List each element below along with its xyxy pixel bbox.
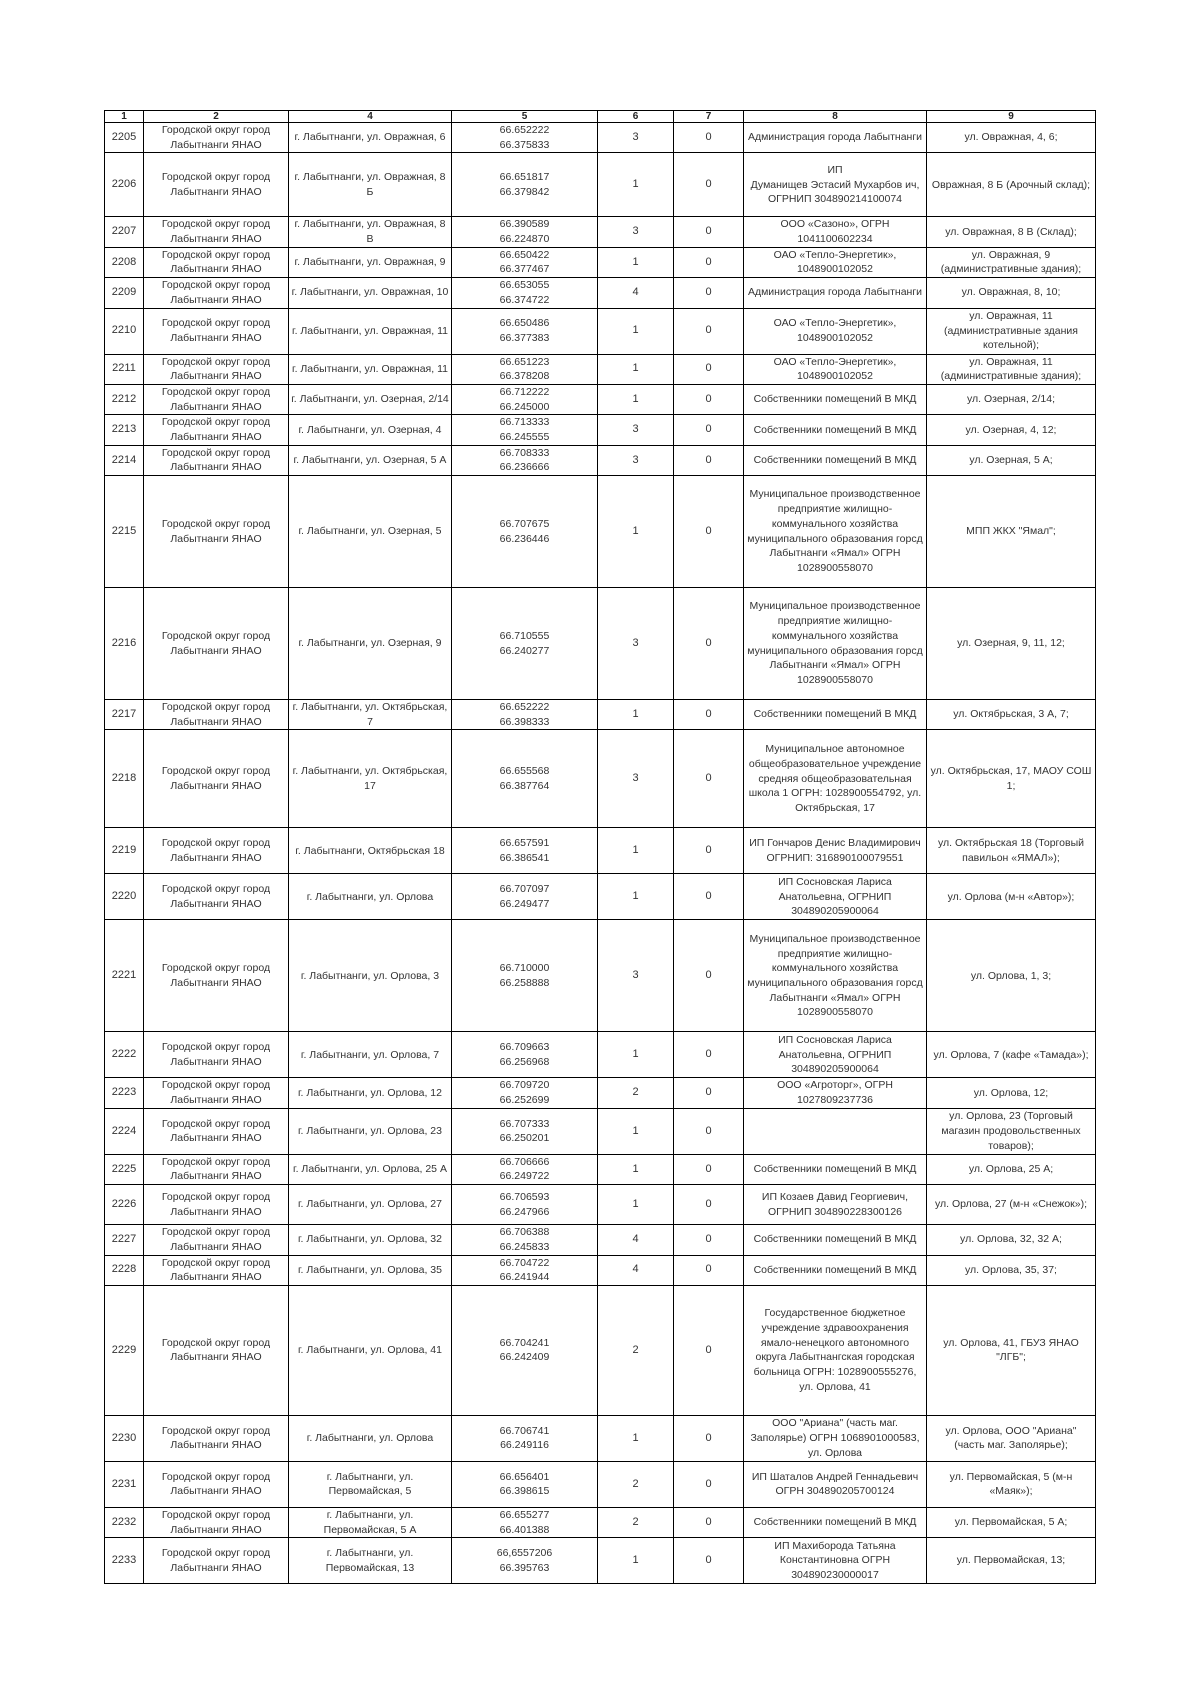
row-number-cell: 2222 xyxy=(105,1032,144,1078)
district-cell: Городской округ город Лабытнанги ЯНАО xyxy=(144,247,289,277)
coordinates-cell: 66.655568 66.387764 xyxy=(452,730,598,828)
owner-cell: Собственники помещений В МКД xyxy=(744,1225,927,1255)
owner-cell: Муниципальное производственное предприятие жилищно-коммунального хозяйства муниципального образования горсд Лабытнанги «Ямал» ОГРН 1028900558070 xyxy=(744,588,927,700)
quantity-cell: 3 xyxy=(598,588,674,700)
owner-cell: ИП Сосновская Лариса Анатольевна, ОГРНИП 304890205900064 xyxy=(744,1032,927,1078)
district-cell: Городской округ город Лабытнанги ЯНАО xyxy=(144,1255,289,1285)
address-cell: г. Лабытнанги, ул. Орлова xyxy=(289,1415,452,1461)
owner-cell: Собственники помещений В МКД xyxy=(744,415,927,445)
objects-cell: ул. Октябрьская, 3 А, 7; xyxy=(927,700,1096,730)
objects-cell: ул. Орлова, 32, 32 А; xyxy=(927,1225,1096,1255)
table-row xyxy=(105,278,1096,308)
row-number-cell: 2223 xyxy=(105,1078,144,1108)
objects-cell: ул. Орлова, 41, ГБУЗ ЯНАО "ЛГБ"; xyxy=(927,1285,1096,1415)
table-row xyxy=(105,123,1096,153)
coordinates-cell: 66.707675 66.236446 xyxy=(452,476,598,588)
row-number-cell: 2232 xyxy=(105,1507,144,1537)
zero-cell: 0 xyxy=(674,123,744,153)
quantity-cell: 1 xyxy=(598,828,674,874)
objects-cell: ул. Орлова, 27 (м-н «Снежок»); xyxy=(927,1185,1096,1225)
zero-cell: 0 xyxy=(674,700,744,730)
objects-cell: ул. Озерная, 9, 11, 12; xyxy=(927,588,1096,700)
owner-cell: Собственники помещений В МКД xyxy=(744,445,927,475)
coordinates-cell: 66.652222 66.375833 xyxy=(452,123,598,153)
district-cell: Городской округ город Лабытнанги ЯНАО xyxy=(144,354,289,384)
coordinates-cell: 66.709663 66.256968 xyxy=(452,1032,598,1078)
table-row xyxy=(105,920,1096,1032)
table-row xyxy=(105,1255,1096,1285)
objects-cell: ул. Орлова, 23 (Торговый магазин продовольственных товаров); xyxy=(927,1108,1096,1154)
address-cell: г. Лабытнанги, ул. Озерная, 5 А xyxy=(289,445,452,475)
quantity-cell: 1 xyxy=(598,1415,674,1461)
column-header: 2 xyxy=(144,111,289,123)
row-number-cell: 2227 xyxy=(105,1225,144,1255)
zero-cell: 0 xyxy=(674,920,744,1032)
quantity-cell: 4 xyxy=(598,1225,674,1255)
district-cell: Городской округ город Лабытнанги ЯНАО xyxy=(144,828,289,874)
table-row xyxy=(105,153,1096,217)
zero-cell: 0 xyxy=(674,1185,744,1225)
objects-cell: ул. Орлова, ООО "Ариана" (часть маг. Заполярье); xyxy=(927,1415,1096,1461)
coordinates-cell: 66.704722 66.241944 xyxy=(452,1255,598,1285)
objects-cell: ул. Орлова, 12; xyxy=(927,1078,1096,1108)
district-cell: Городской округ город Лабытнанги ЯНАО xyxy=(144,1185,289,1225)
address-cell: г. Лабытнанги, ул. Первомайская, 13 xyxy=(289,1538,452,1584)
coordinates-cell: 66.710555 66.240277 xyxy=(452,588,598,700)
table-row xyxy=(105,1078,1096,1108)
zero-cell: 0 xyxy=(674,278,744,308)
row-number-cell: 2220 xyxy=(105,874,144,920)
coordinates-cell: 66.710000 66.258888 xyxy=(452,920,598,1032)
coordinates-cell: 66.708333 66.236666 xyxy=(452,445,598,475)
zero-cell: 0 xyxy=(674,1225,744,1255)
objects-cell: МПП ЖКХ "Ямал"; xyxy=(927,476,1096,588)
table-row xyxy=(105,1507,1096,1537)
district-cell: Городской округ город Лабытнанги ЯНАО xyxy=(144,1461,289,1507)
zero-cell: 0 xyxy=(674,1078,744,1108)
column-header: 8 xyxy=(744,111,927,123)
coordinates-cell: 66.650422 66.377467 xyxy=(452,247,598,277)
objects-cell: ул. Овражная, 4, 6; xyxy=(927,123,1096,153)
zero-cell: 0 xyxy=(674,828,744,874)
row-number-cell: 2205 xyxy=(105,123,144,153)
row-number-cell: 2219 xyxy=(105,828,144,874)
row-number-cell: 2224 xyxy=(105,1108,144,1154)
objects-cell: ул. Орлова (м-н «Автор»); xyxy=(927,874,1096,920)
zero-cell: 0 xyxy=(674,730,744,828)
objects-cell: ул. Озерная, 5 А; xyxy=(927,445,1096,475)
district-cell: Городской округ город Лабытнанги ЯНАО xyxy=(144,384,289,414)
objects-cell: ул. Овражная, 8, 10; xyxy=(927,278,1096,308)
district-cell: Городской округ город Лабытнанги ЯНАО xyxy=(144,278,289,308)
coordinates-cell: 66.706593 66.247966 xyxy=(452,1185,598,1225)
coordinates-cell: 66.390589 66.224870 xyxy=(452,217,598,247)
zero-cell: 0 xyxy=(674,1285,744,1415)
coordinates-cell: 66.707333 66.250201 xyxy=(452,1108,598,1154)
row-number-cell: 2212 xyxy=(105,384,144,414)
row-number-cell: 2209 xyxy=(105,278,144,308)
table-row xyxy=(105,247,1096,277)
coordinates-cell: 66,6557206 66.395763 xyxy=(452,1538,598,1584)
zero-cell: 0 xyxy=(674,476,744,588)
column-header: 4 xyxy=(289,111,452,123)
objects-cell: ул. Овражная, 11 (административные здания котельной); xyxy=(927,308,1096,354)
objects-cell: Овражная, 8 Б (Арочный склад); xyxy=(927,153,1096,217)
table-row xyxy=(105,445,1096,475)
quantity-cell: 1 xyxy=(598,1154,674,1184)
objects-cell: ул. Октябрьская 18 (Торговый павильон «ЯМАЛ»); xyxy=(927,828,1096,874)
registry-table xyxy=(104,110,1096,1584)
district-cell: Городской округ город Лабытнанги ЯНАО xyxy=(144,445,289,475)
owner-cell: Муниципальное производственное предприятие жилищно-коммунального хозяйства муниципального образования горсд Лабытнанги «Ямал» ОГРН 1028900558070 xyxy=(744,920,927,1032)
zero-cell: 0 xyxy=(674,384,744,414)
row-number-cell: 2215 xyxy=(105,476,144,588)
row-number-cell: 2228 xyxy=(105,1255,144,1285)
zero-cell: 0 xyxy=(674,217,744,247)
table-row xyxy=(105,1285,1096,1415)
address-cell: г. Лабытнанги, ул. Озерная, 2/14 xyxy=(289,384,452,414)
owner-cell: ИП Махиборода Татьяна Константиновна ОГРН 304890230000017 xyxy=(744,1538,927,1584)
address-cell: г. Лабытнанги, ул. Орлова, 3 xyxy=(289,920,452,1032)
column-header: 1 xyxy=(105,111,144,123)
owner-cell: Собственники помещений В МКД xyxy=(744,384,927,414)
zero-cell: 0 xyxy=(674,1461,744,1507)
address-cell: г. Лабытнанги, ул. Орлова xyxy=(289,874,452,920)
district-cell: Городской округ город Лабытнанги ЯНАО xyxy=(144,308,289,354)
coordinates-cell: 66.706741 66.249116 xyxy=(452,1415,598,1461)
owner-cell: Собственники помещений В МКД xyxy=(744,1154,927,1184)
row-number-cell: 2221 xyxy=(105,920,144,1032)
quantity-cell: 1 xyxy=(598,247,674,277)
quantity-cell: 3 xyxy=(598,123,674,153)
address-cell: г. Лабытнанги, ул. Овражная, 10 xyxy=(289,278,452,308)
column-header: 7 xyxy=(674,111,744,123)
owner-cell: Собственники помещений В МКД xyxy=(744,700,927,730)
quantity-cell: 1 xyxy=(598,1538,674,1584)
district-cell: Городской округ город Лабытнанги ЯНАО xyxy=(144,874,289,920)
coordinates-cell: 66.650486 66.377383 xyxy=(452,308,598,354)
row-number-cell: 2210 xyxy=(105,308,144,354)
quantity-cell: 1 xyxy=(598,1032,674,1078)
district-cell: Городской округ город Лабытнанги ЯНАО xyxy=(144,1078,289,1108)
row-number-cell: 2229 xyxy=(105,1285,144,1415)
address-cell: г. Лабытнанги, ул. Овражная, 9 xyxy=(289,247,452,277)
address-cell: г. Лабытнанги, ул. Орлова, 23 xyxy=(289,1108,452,1154)
quantity-cell: 1 xyxy=(598,384,674,414)
district-cell: Городской округ город Лабытнанги ЯНАО xyxy=(144,476,289,588)
district-cell: Городской округ город Лабытнанги ЯНАО xyxy=(144,1507,289,1537)
address-cell: г. Лабытнанги, ул. Орлова, 32 xyxy=(289,1225,452,1255)
address-cell: г. Лабытнанги, ул. Орлова, 41 xyxy=(289,1285,452,1415)
address-cell: г. Лабытнанги, ул. Первомайская, 5 А xyxy=(289,1507,452,1537)
quantity-cell: 3 xyxy=(598,730,674,828)
table-row xyxy=(105,588,1096,700)
zero-cell: 0 xyxy=(674,1032,744,1078)
objects-cell: ул. Овражная, 11 (административные здания); xyxy=(927,354,1096,384)
row-number-cell: 2231 xyxy=(105,1461,144,1507)
table-row xyxy=(105,1185,1096,1225)
zero-cell: 0 xyxy=(674,415,744,445)
row-number-cell: 2225 xyxy=(105,1154,144,1184)
address-cell: г. Лабытнанги, ул. Первомайская, 5 xyxy=(289,1461,452,1507)
zero-cell: 0 xyxy=(674,1255,744,1285)
table-row xyxy=(105,1154,1096,1184)
address-cell: г. Лабытнанги, ул. Орлова, 27 xyxy=(289,1185,452,1225)
address-cell: г. Лабытнанги, ул. Озерная, 5 xyxy=(289,476,452,588)
coordinates-cell: 66.707097 66.249477 xyxy=(452,874,598,920)
objects-cell: ул. Овражная, 8 В (Склад); xyxy=(927,217,1096,247)
objects-cell: ул. Овражная, 9 (административные здания); xyxy=(927,247,1096,277)
quantity-cell: 3 xyxy=(598,217,674,247)
quantity-cell: 2 xyxy=(598,1285,674,1415)
owner-cell: ИП Шаталов Андрей Геннадьевич ОГРН 304890205700124 xyxy=(744,1461,927,1507)
row-number-cell: 2230 xyxy=(105,1415,144,1461)
objects-cell: ул. Орлова, 1, 3; xyxy=(927,920,1096,1032)
zero-cell: 0 xyxy=(674,874,744,920)
coordinates-cell: 66.712222 66.245000 xyxy=(452,384,598,414)
coordinates-cell: 66.706388 66.245833 xyxy=(452,1225,598,1255)
district-cell: Городской округ город Лабытнанги ЯНАО xyxy=(144,700,289,730)
owner-cell: ИП Гончаров Денис Владимирович ОГРНИП: 316890100079551 xyxy=(744,828,927,874)
table-row xyxy=(105,217,1096,247)
address-cell: г. Лабытнанги, ул. Овражная, 11 xyxy=(289,308,452,354)
zero-cell: 0 xyxy=(674,1507,744,1537)
owner-cell: ОАО «Тепло-Энергетик», 1048900102052 xyxy=(744,308,927,354)
district-cell: Городской округ город Лабытнанги ЯНАО xyxy=(144,1154,289,1184)
owner-cell: Муниципальное автономное общеобразовательное учреждение средняя общеобразовательная школа 1 ОГРН: 1028900554792, ул. Октябрьская, 17 xyxy=(744,730,927,828)
table-row xyxy=(105,1415,1096,1461)
address-cell: г. Лабытнанги, ул. Озерная, 4 xyxy=(289,415,452,445)
district-cell: Городской округ город Лабытнанги ЯНАО xyxy=(144,153,289,217)
objects-cell: ул. Первомайская, 5 А; xyxy=(927,1507,1096,1537)
table-row xyxy=(105,1225,1096,1255)
coordinates-cell: 66.651223 66.378208 xyxy=(452,354,598,384)
zero-cell: 0 xyxy=(674,1538,744,1584)
district-cell: Городской округ город Лабытнанги ЯНАО xyxy=(144,730,289,828)
objects-cell: ул. Октябрьская, 17, МАОУ СОШ 1; xyxy=(927,730,1096,828)
district-cell: Городской округ город Лабытнанги ЯНАО xyxy=(144,920,289,1032)
district-cell: Городской округ город Лабытнанги ЯНАО xyxy=(144,1225,289,1255)
row-number-cell: 2206 xyxy=(105,153,144,217)
district-cell: Городской округ город Лабытнанги ЯНАО xyxy=(144,1538,289,1584)
owner-cell: ООО "Ариана" (часть маг. Заполярье) ОГРН 1068901000583, ул. Орлова xyxy=(744,1415,927,1461)
owner-cell: ООО «Агроторг», ОГРН 1027809237736 xyxy=(744,1078,927,1108)
owner-cell: Администрация города Лабытнанги xyxy=(744,278,927,308)
row-number-cell: 2208 xyxy=(105,247,144,277)
quantity-cell: 4 xyxy=(598,1255,674,1285)
quantity-cell: 1 xyxy=(598,1108,674,1154)
quantity-cell: 4 xyxy=(598,278,674,308)
owner-cell: Муниципальное производственное предприятие жилищно-коммунального хозяйства муниципального образования горсд Лабытнанги «Ямал» ОГРН 1028900558070 xyxy=(744,476,927,588)
zero-cell: 0 xyxy=(674,588,744,700)
address-cell: г. Лабытнанги, ул. Озерная, 9 xyxy=(289,588,452,700)
coordinates-cell: 66.704241 66.242409 xyxy=(452,1285,598,1415)
table-row xyxy=(105,1108,1096,1154)
objects-cell: ул. Первомайская, 5 (м-н «Маяк»); xyxy=(927,1461,1096,1507)
zero-cell: 0 xyxy=(674,153,744,217)
owner-cell: ООО «Сазоно», ОГРН 1041100602234 xyxy=(744,217,927,247)
address-cell: г. Лабытнанги, Октябрьская 18 xyxy=(289,828,452,874)
table-row xyxy=(105,1461,1096,1507)
table-row xyxy=(105,874,1096,920)
quantity-cell: 2 xyxy=(598,1507,674,1537)
table-row xyxy=(105,384,1096,414)
row-number-cell: 2207 xyxy=(105,217,144,247)
objects-cell: ул. Орлова, 7 (кафе «Тамада»); xyxy=(927,1032,1096,1078)
objects-cell: ул. Первомайская, 13; xyxy=(927,1538,1096,1584)
objects-cell: ул. Озерная, 2/14; xyxy=(927,384,1096,414)
owner-cell: Государственное бюджетное учреждение здравоохранения ямало-ненецкого автономного округа Лабытнангская городская больница ОГРН: 1028900555276, ул. Орлова, 41 xyxy=(744,1285,927,1415)
row-number-cell: 2216 xyxy=(105,588,144,700)
header-row xyxy=(105,111,1096,123)
district-cell: Городской округ город Лабытнанги ЯНАО xyxy=(144,588,289,700)
objects-cell: ул. Озерная, 4, 12; xyxy=(927,415,1096,445)
quantity-cell: 2 xyxy=(598,1461,674,1507)
table-row xyxy=(105,354,1096,384)
coordinates-cell: 66.709720 66.252699 xyxy=(452,1078,598,1108)
address-cell: г. Лабытнанги, ул. Октябрьская, 7 xyxy=(289,700,452,730)
row-number-cell: 2218 xyxy=(105,730,144,828)
objects-cell: ул. Орлова, 35, 37; xyxy=(927,1255,1096,1285)
table-row xyxy=(105,828,1096,874)
coordinates-cell: 66.656401 66.398615 xyxy=(452,1461,598,1507)
coordinates-cell: 66.655277 66.401388 xyxy=(452,1507,598,1537)
district-cell: Городской округ город Лабытнанги ЯНАО xyxy=(144,1108,289,1154)
row-number-cell: 2214 xyxy=(105,445,144,475)
zero-cell: 0 xyxy=(674,1415,744,1461)
table-row xyxy=(105,730,1096,828)
table-row xyxy=(105,415,1096,445)
owner-cell: ИП Думанищев Эстасий Мухарбов ич, ОГРНИП 304890214100074 xyxy=(744,153,927,217)
owner-cell: ИП Козаев Давид Георгиевич, ОГРНИП 304890228300126 xyxy=(744,1185,927,1225)
coordinates-cell: 66.651817 66.379842 xyxy=(452,153,598,217)
quantity-cell: 2 xyxy=(598,1078,674,1108)
coordinates-cell: 66.652222 66.398333 xyxy=(452,700,598,730)
owner-cell: Собственники помещений В МКД xyxy=(744,1255,927,1285)
address-cell: г. Лабытнанги, ул. Овражная, 6 xyxy=(289,123,452,153)
address-cell: г. Лабытнанги, ул. Орлова, 35 xyxy=(289,1255,452,1285)
address-cell: г. Лабытнанги, ул. Овражная, 8 Б xyxy=(289,153,452,217)
table-row xyxy=(105,1538,1096,1584)
row-number-cell: 2233 xyxy=(105,1538,144,1584)
quantity-cell: 1 xyxy=(598,874,674,920)
table-body xyxy=(105,123,1096,1584)
zero-cell: 0 xyxy=(674,445,744,475)
address-cell: г. Лабытнанги, ул. Орлова, 12 xyxy=(289,1078,452,1108)
owner-cell: Собственники помещений В МКД xyxy=(744,1507,927,1537)
coordinates-cell: 66.653055 66.374722 xyxy=(452,278,598,308)
district-cell: Городской округ город Лабытнанги ЯНАО xyxy=(144,1285,289,1415)
table-row xyxy=(105,700,1096,730)
quantity-cell: 1 xyxy=(598,153,674,217)
coordinates-cell: 66.706666 66.249722 xyxy=(452,1154,598,1184)
quantity-cell: 3 xyxy=(598,445,674,475)
address-cell: г. Лабытнанги, ул. Орлова, 25 А xyxy=(289,1154,452,1184)
column-header: 9 xyxy=(927,111,1096,123)
row-number-cell: 2211 xyxy=(105,354,144,384)
owner-cell xyxy=(744,1108,927,1154)
address-cell: г. Лабытнанги, ул. Октябрьская, 17 xyxy=(289,730,452,828)
table-row xyxy=(105,476,1096,588)
row-number-cell: 2217 xyxy=(105,700,144,730)
district-cell: Городской округ город Лабытнанги ЯНАО xyxy=(144,1415,289,1461)
quantity-cell: 1 xyxy=(598,1185,674,1225)
quantity-cell: 3 xyxy=(598,415,674,445)
objects-cell: ул. Орлова, 25 А; xyxy=(927,1154,1096,1184)
zero-cell: 0 xyxy=(674,247,744,277)
quantity-cell: 1 xyxy=(598,308,674,354)
district-cell: Городской округ город Лабытнанги ЯНАО xyxy=(144,1032,289,1078)
owner-cell: ИП Сосновская Лариса Анатольевна, ОГРНИП 304890205900064 xyxy=(744,874,927,920)
row-number-cell: 2226 xyxy=(105,1185,144,1225)
column-header: 5 xyxy=(452,111,598,123)
address-cell: г. Лабытнанги, ул. Орлова, 7 xyxy=(289,1032,452,1078)
quantity-cell: 1 xyxy=(598,700,674,730)
district-cell: Городской округ город Лабытнанги ЯНАО xyxy=(144,415,289,445)
column-header: 6 xyxy=(598,111,674,123)
coordinates-cell: 66.657591 66.386541 xyxy=(452,828,598,874)
row-number-cell: 2213 xyxy=(105,415,144,445)
quantity-cell: 1 xyxy=(598,354,674,384)
owner-cell: ОАО «Тепло-Энергетик», 1048900102052 xyxy=(744,247,927,277)
address-cell: г. Лабытнанги, ул. Овражная, 11 xyxy=(289,354,452,384)
district-cell: Городской округ город Лабытнанги ЯНАО xyxy=(144,217,289,247)
zero-cell: 0 xyxy=(674,354,744,384)
address-cell: г. Лабытнанги, ул. Овражная, 8 В xyxy=(289,217,452,247)
owner-cell: ОАО «Тепло-Энергетик», 1048900102052 xyxy=(744,354,927,384)
table-row xyxy=(105,1032,1096,1078)
zero-cell: 0 xyxy=(674,1154,744,1184)
zero-cell: 0 xyxy=(674,308,744,354)
district-cell: Городской округ город Лабытнанги ЯНАО xyxy=(144,123,289,153)
owner-cell: Администрация города Лабытнанги xyxy=(744,123,927,153)
quantity-cell: 1 xyxy=(598,476,674,588)
quantity-cell: 3 xyxy=(598,920,674,1032)
table-row xyxy=(105,308,1096,354)
coordinates-cell: 66.713333 66.245555 xyxy=(452,415,598,445)
zero-cell: 0 xyxy=(674,1108,744,1154)
